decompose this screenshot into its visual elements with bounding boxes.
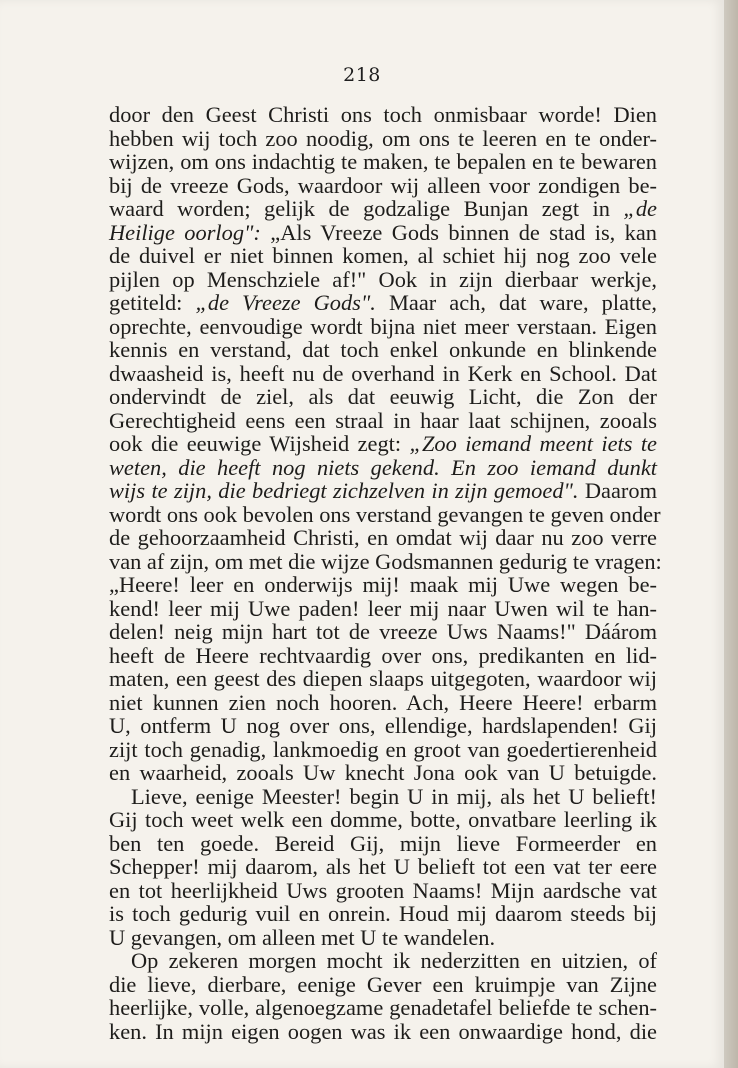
- text-segment: is toch gedurig vuil en onrein. Houd mij daarom steeds bij: [109, 901, 657, 926]
- text-line: [109, 973, 657, 997]
- text-line: [109, 761, 657, 785]
- text-line: [109, 714, 657, 738]
- text-line: [109, 315, 657, 339]
- text-segment: wordt ons ook bevolen ons verstand gevangen te geven onder: [109, 501, 661, 527]
- text-segment: „Heere! leer en onderwijs mij! maak mij Uwe wegen be-: [109, 572, 657, 597]
- text-segment: en tot heerlijkheid Uws grooten Naams! Mijn aardsche vat: [109, 877, 657, 903]
- text-segment: zijt toch genadig, lankmoedig en groot van goedertierenheid: [109, 736, 657, 762]
- text-line: [109, 103, 657, 127]
- text-segment: getiteld:: [109, 290, 196, 315]
- text-segment: die lieve, dierbare, eenige Gever een kruimpje van Zijne: [109, 971, 657, 997]
- text-line: [109, 879, 657, 903]
- text-segment: de gehoorzaamheid Christi, en omdat wij daar nu zoo verre: [109, 525, 657, 550]
- text-segment: Daarom: [578, 478, 657, 503]
- text-line: [109, 127, 657, 151]
- text-segment: kennis en verstand, dat toch enkel onkunde en blinkende: [109, 337, 657, 362]
- text-line: [109, 479, 657, 503]
- text-line: [109, 926, 657, 950]
- page-number: 218: [343, 64, 381, 86]
- text-line: [109, 197, 657, 221]
- text-segment: hebben wij toch zoo noodig, om ons te leeren en te onder-: [109, 125, 657, 151]
- text-line: [109, 244, 657, 268]
- text-line: [109, 338, 657, 362]
- italic-segment: „Zoo iemand meent iets te: [409, 431, 657, 456]
- text-segment: delen! neig mijn hart tot de vreeze Uws Naams!" Dáárom: [109, 619, 657, 644]
- text-line: [109, 644, 657, 668]
- text-line: [109, 949, 657, 973]
- italic-segment: „de Vreeze Gods".: [195, 290, 376, 315]
- text-line: [109, 409, 657, 433]
- text-segment: bij de vreeze Gods, waardoor wij alleen voor zondigen be-: [109, 172, 657, 198]
- text-segment: ken. In mijn eigen oogen was ik een onwaardige hond, die: [109, 1018, 657, 1044]
- text-segment: heeft de Heere rechtvaardig over ons, predikanten en lid-: [109, 642, 657, 668]
- text-segment: niet kunnen zien noch hooren. Ach, Heere Heere! erbarm: [109, 689, 657, 715]
- text-segment: de duivel er niet binnen komen, al schiet hij nog zoo vele: [109, 243, 657, 268]
- text-line: [109, 291, 657, 315]
- text-line: [109, 785, 657, 809]
- text-line: [109, 432, 657, 456]
- text-line: [109, 526, 657, 550]
- text-segment: pijlen op Menschziele af!" Ook in zijn dierbaar werkje,: [109, 266, 657, 292]
- text-line: [109, 832, 657, 856]
- text-segment: Gij toch weet welk een domme, botte, onvatbare leerling ik: [109, 807, 657, 832]
- text-line: [109, 808, 657, 832]
- text-line: [109, 548, 662, 574]
- text-line: [109, 385, 657, 409]
- text-segment: door den Geest Christi ons toch onmisbaar worde! Dien: [109, 102, 657, 127]
- text-line: [109, 902, 657, 926]
- italic-segment: wijs te zijn, die bedriegt zichzelven in zijn gemoed".: [109, 478, 579, 503]
- text-segment: wijzen, om ons indachtig te maken, te bepalen en te bewaren: [109, 149, 657, 174]
- text-segment: Schepper! mij daarom, als het U belieft tot een vat ter eere: [109, 854, 657, 879]
- text-line: [109, 1020, 657, 1044]
- text-segment: Op zekeren morgen mocht ik nederzitten en uitzien, of: [131, 948, 657, 973]
- text-segment: ben ten goede. Bereid Gij, mijn lieve Formeerder en: [109, 830, 657, 856]
- text-segment: kend! leer mij Uwe paden! leer mij naar Uwen wil te han-: [109, 595, 657, 621]
- text-segment: en waarheid, zooals Uw knecht Jona ook van U betuigde.: [109, 760, 657, 785]
- text-line: [109, 268, 657, 292]
- text-line: [109, 738, 657, 762]
- text-segment: Gerechtigheid eens een straal in haar laat schijnen, zooals: [109, 407, 657, 433]
- text-line: [109, 174, 657, 198]
- text-segment: Lieve, eenige Meester! begin U in mij, als het U belieft!: [131, 783, 657, 809]
- text-line: [109, 855, 657, 879]
- text-segment: U, ontferm U nog over ons, ellendige, hardslapenden! Gij: [109, 713, 657, 738]
- text-line: [109, 667, 657, 691]
- italic-segment: Heilige oorlog":: [109, 219, 261, 245]
- text-line: [109, 221, 657, 245]
- text-segment: „Als Vreeze Gods binnen de stad is, kan: [260, 219, 657, 245]
- text-segment: dwaasheid is, heeft nu de overhand in Kerk en School. Dat: [109, 360, 657, 386]
- text-line: [109, 573, 657, 597]
- body-text: [109, 102, 662, 1044]
- text-line: [109, 456, 657, 480]
- text-segment: Maar ach, dat ware, platte,: [375, 290, 658, 315]
- text-segment: ondervindt de ziel, als dat eeuwig Licht, die Zon der: [109, 384, 657, 409]
- italic-segment: „de: [623, 196, 657, 221]
- text-segment: oprechte, eenvoudige wordt bijna niet meer verstaan. Eigen: [109, 313, 657, 339]
- text-line: [109, 150, 657, 174]
- text-segment: maten, een geest des diepen slaaps uitgegoten, waardoor wij: [109, 666, 657, 691]
- text-line: [109, 597, 657, 621]
- text-line: [109, 996, 657, 1020]
- text-line: [109, 691, 657, 715]
- text-segment: van af zijn, om met die wijze Godsmannen gedurig te vragen:: [109, 548, 662, 574]
- italic-segment: weten, die heeft nog niets gekend. En zoo iemand dunkt: [109, 454, 657, 480]
- text-segment: heerlijke, volle, algenoegzame genadetafel beliefde te schen-: [109, 995, 657, 1020]
- text-segment: waard worden; gelijk de godzalige Bunjan zegt in: [109, 196, 624, 221]
- text-line: [109, 501, 661, 527]
- text-line: [109, 362, 657, 386]
- text-segment: U gevangen, om alleen met U te wandelen.: [109, 924, 496, 950]
- text-segment: ook die eeuwige Wijsheid zegt:: [109, 431, 410, 456]
- page-edge: [724, 0, 738, 1068]
- text-line: [109, 620, 657, 644]
